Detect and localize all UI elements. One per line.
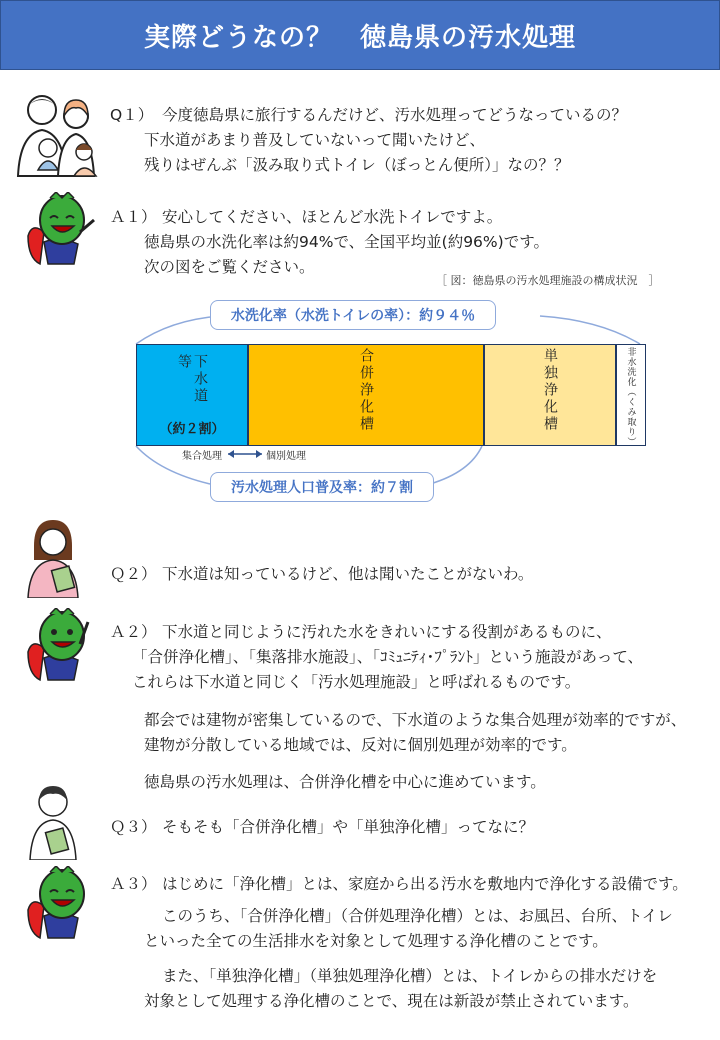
sewer-share: （約２割） (159, 421, 225, 437)
q1-line-3: 残りはぜんぶ「汲み取り式トイレ（ぼっとん便所）」なの？？ (144, 156, 570, 174)
combined-text: 合併浄化槽 (358, 348, 374, 433)
facility-diagram (130, 296, 660, 506)
single-septic-segment (484, 344, 616, 446)
diagram-caption: ［ 図：徳島県の汚水処理施設の構成状況 ］ (436, 274, 660, 287)
q3-block (110, 815, 534, 840)
a3-para2-line-2: といった全ての生活排水を対象として処理する浄化槽のことです。 (144, 932, 608, 950)
mascot-illustration (22, 192, 100, 268)
q1-label: Q１） (110, 106, 154, 124)
a2-line-1: 下水道と同じように汚れた水をきれいにする役割があるものに、 (162, 623, 612, 641)
title-bar (0, 0, 720, 70)
non-flush-text: 非水洗化（くみ取り） (625, 347, 636, 447)
mascot-illustration-3 (22, 866, 100, 942)
page-title: 実際どうなの？ 徳島県の汚水処理 (143, 22, 576, 53)
a2-line-2: 「合併浄化槽」、「集落排水施設」、「ｺﾐｭﾆﾃｨ･ﾌﾟﾗﾝﾄ」という施設があって、 (132, 648, 644, 666)
non-flush-segment (616, 344, 646, 446)
a3-line-1: はじめに「浄化槽」とは、家庭から出る汚水を敷地内で浄化する設備です。 (162, 875, 688, 893)
q2-block (110, 562, 533, 587)
a3-para3-line-1: また、「単独浄化槽」（単独処理浄化槽）とは、トイレからの排水だけを (162, 967, 658, 985)
q3-label: Ｑ３） (110, 818, 157, 836)
q1-line-2: 下水道があまり普及していないって聞いたけど、 (144, 131, 486, 149)
a3-para2-line-1: このうち、「合併浄化槽」（合併処理浄化槽）とは、お風呂、台所、トイレ (162, 907, 673, 925)
a1-line-1: 安心してください、ほとんど水洗トイレですよ。 (162, 208, 503, 226)
a1-label: Ａ１） (110, 208, 157, 226)
q1-line-1: 今度徳島県に旅行するんだけど、汚水処理ってどうなっているの？ (162, 106, 628, 124)
a1-block (110, 205, 549, 280)
woman-illustration (24, 516, 82, 598)
a2-line-3: これらは下水道と同じく「汚水処理施設」と呼ばれるものです。 (132, 673, 581, 691)
a2-para3: 徳島県の汚水処理は、合併浄化槽を中心に進めています。 (144, 773, 546, 791)
a1-line-3: 次の図をご覧ください。 (144, 258, 315, 276)
boy-illustration (26, 780, 80, 860)
a3-para3-line-2: 対象として処理する浄化槽のことで、現在は新設が禁止されています。 (144, 992, 639, 1010)
a2-block (110, 620, 686, 795)
sewer-segment (136, 344, 248, 446)
q2-label: Ｑ２） (110, 565, 157, 583)
single-text: 単独浄化槽 (542, 348, 558, 433)
a2-para2-line-1: 都会では建物が密集しているので、下水道のような集合処理が効率的ですが、 (144, 711, 687, 729)
q3-line-1: そもそも「合併浄化槽」や「単独浄化槽」ってなに？ (162, 818, 535, 836)
mascot-illustration-2 (22, 608, 100, 684)
q1-block (110, 103, 627, 178)
collective-label: 集合処理 (182, 451, 222, 462)
a2-label: Ａ２） (110, 623, 157, 641)
a3-label: Ａ３） (110, 875, 157, 893)
a1-line-2: 徳島県の水洗化率は約94%で、全国平均並(約96%)です。 (144, 233, 549, 251)
a2-para2-line-2: 建物が分散している地域では、反対に個別処理が効率的です。 (144, 736, 577, 754)
flush-rate-label: 水洗化率（水洗トイレの率）：約９４％ (210, 300, 496, 330)
family-illustration (10, 90, 102, 178)
combined-septic-segment (248, 344, 484, 446)
sewer-text: 下水道等 (176, 353, 208, 405)
individual-label: 個別処理 (266, 451, 306, 462)
a3-block (110, 872, 688, 1014)
q2-line-1: 下水道は知っているけど、他は聞いたことがないわ。 (162, 565, 534, 583)
treatment-rate-label: 汚水処理人口普及率：約７割 (210, 472, 434, 502)
